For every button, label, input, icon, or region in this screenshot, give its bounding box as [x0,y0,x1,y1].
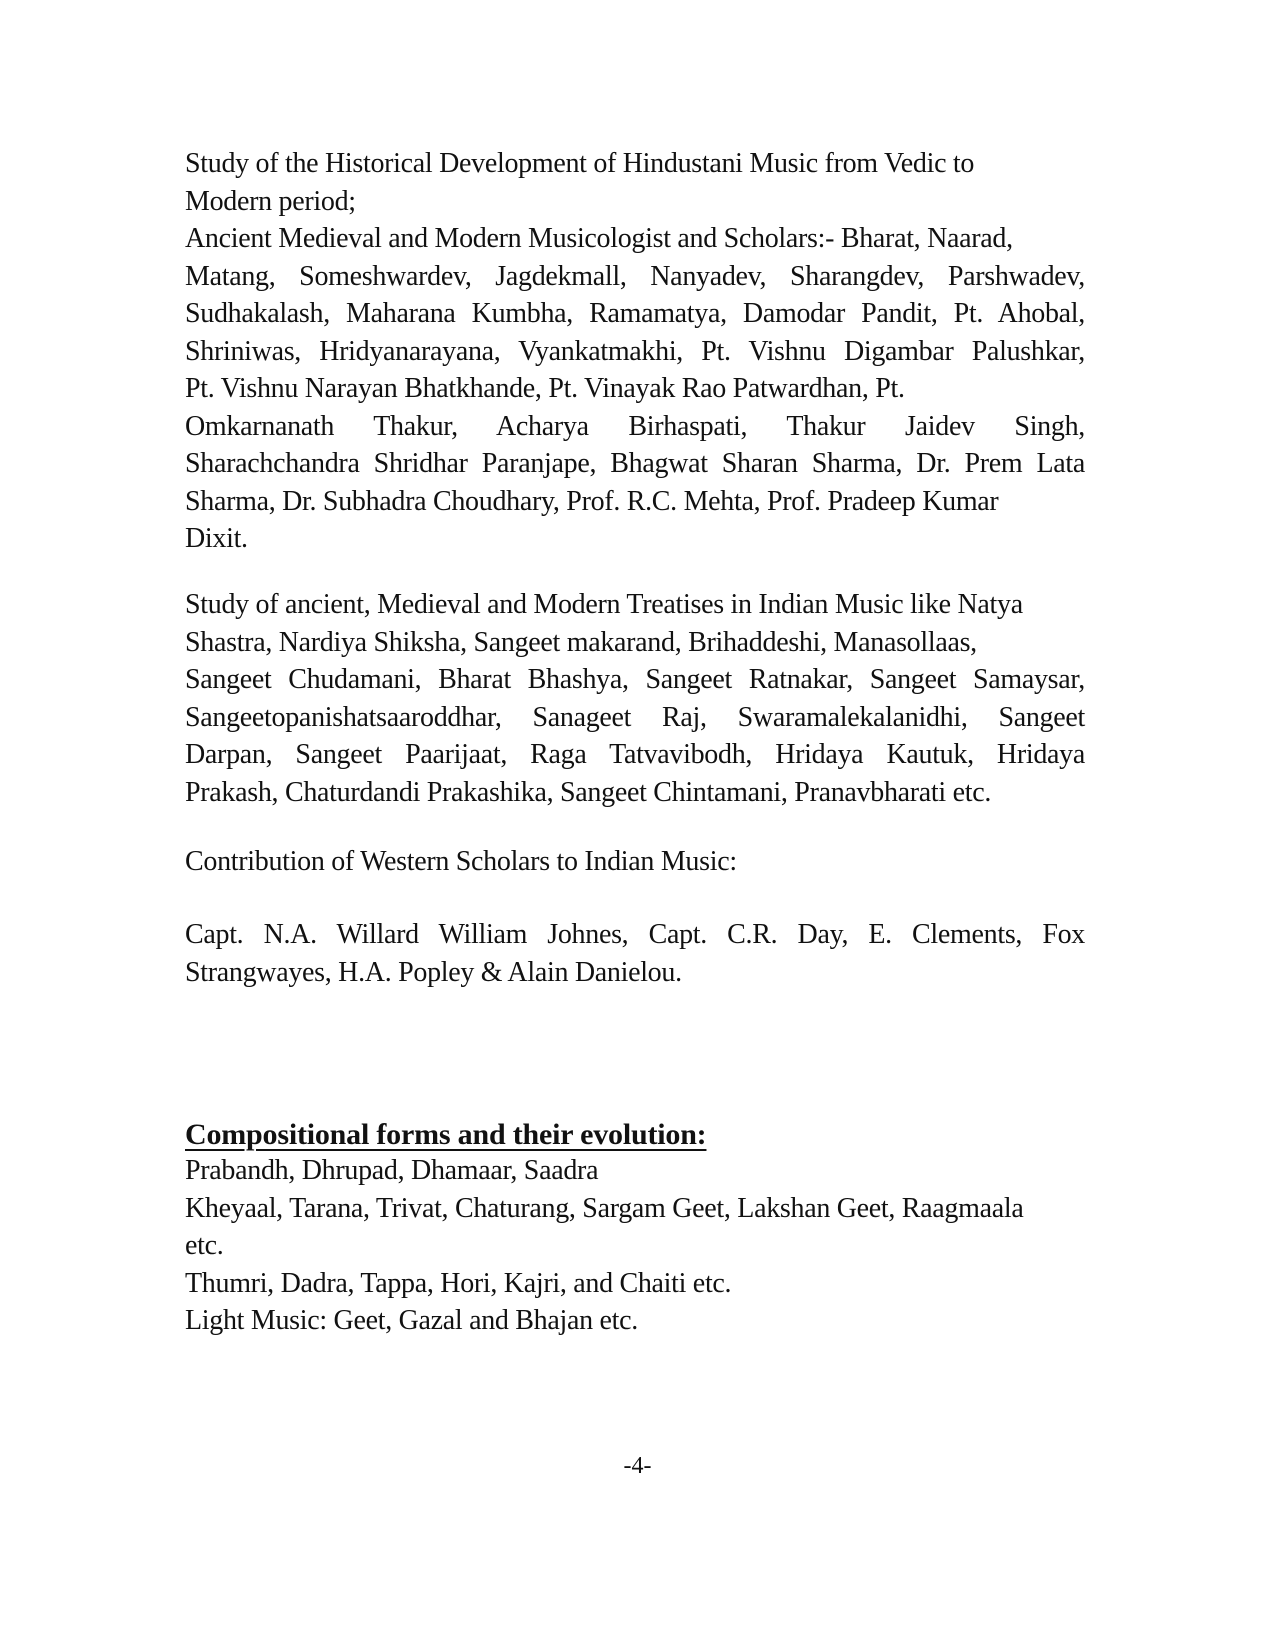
forms-line: etc. [185,1230,224,1261]
page-number: -4- [623,1453,652,1479]
history-line: Matang, Someshwardev, Jagdekmall, Nanyadev, Sharangdev, Parshwadev, [185,260,1085,292]
history-paragraph [185,145,1085,558]
history-line: Sharma, Dr. Subhadra Choudhary, Prof. R.C. Mehta, Prof. Pradeep Kumar [185,485,999,517]
compositional-forms-heading: Compositional forms and their evolution: [185,1118,707,1151]
treatises-line: Sangeetopanishatsaaroddhar, Sanageet Raj, Swaramalekalanidhi, Sangeet [185,701,1085,733]
forms-line: Prabandh, Dhrupad, Dhamaar, Saadra [185,1155,599,1186]
western-line: Capt. N.A. Willard William Johnes, Capt. C.R. Day, E. Clements, Fox [185,919,1085,950]
history-line: Study of the Historical Development of Hindustani Music from Vedic to [185,148,975,179]
treatises-line: Study of ancient, Medieval and Modern Treatises in Indian Music like Natya [185,589,1023,620]
history-line: Pt. Vishnu Narayan Bhatkhande, Pt. Vinayak Rao Patwardhan, Pt. [185,373,905,404]
western-line: Strangwayes, H.A. Popley & Alain Danielou. [185,956,682,988]
history-line: Sharachchandra Shridhar Paranjape, Bhagwat Sharan Sharma, Dr. Prem Lata [185,448,1085,479]
history-line: Modern period; [185,185,356,217]
history-line: Sudhakalash, Maharana Kumbha, Ramamatya, Damodar Pandit, Pt. Ahobal, [185,298,1085,329]
history-line: Dixit. [185,523,248,554]
treatises-line: Prakash, Chaturdandi Prakashika, Sangeet Chintamani, Pranavbharati etc. [185,776,992,808]
forms-line: Kheyaal, Tarana, Trivat, Chaturang, Sargam Geet, Lakshan Geet, Raagmaala [185,1192,1024,1224]
history-line: Shriniwas, Hridyanarayana, Vyankatmakhi, Pt. Vishnu Digambar Palushkar, [185,335,1085,367]
western-scholars-list [185,916,1085,991]
compositional-forms-list [185,1152,1085,1340]
forms-line: Light Music: Geet, Gazal and Bhajan etc. [185,1305,638,1336]
history-line: Omkarnanath Thakur, Acharya Birhaspati, Thakur Jaidev Singh, [185,410,1085,442]
treatises-line: Darpan, Sangeet Paarijaat, Raga Tatvavibodh, Hridaya Kautuk, Hridaya [185,739,1085,770]
treatises-line: Shastra, Nardiya Shiksha, Sangeet makarand, Brihaddeshi, Manasollaas, [185,626,977,658]
western-scholars-heading: Contribution of Western Scholars to Indian Music: [185,846,737,877]
treatises-paragraph [185,586,1085,811]
treatises-line: Sangeet Chudamani, Bharat Bhashya, Sangeet Ratnakar, Sangeet Samaysar, [185,664,1085,695]
forms-line: Thumri, Dadra, Tappa, Hori, Kajri, and Chaiti etc. [185,1267,732,1299]
history-line: Ancient Medieval and Modern Musicologist and Scholars:- Bharat, Naarad, [185,223,1013,254]
